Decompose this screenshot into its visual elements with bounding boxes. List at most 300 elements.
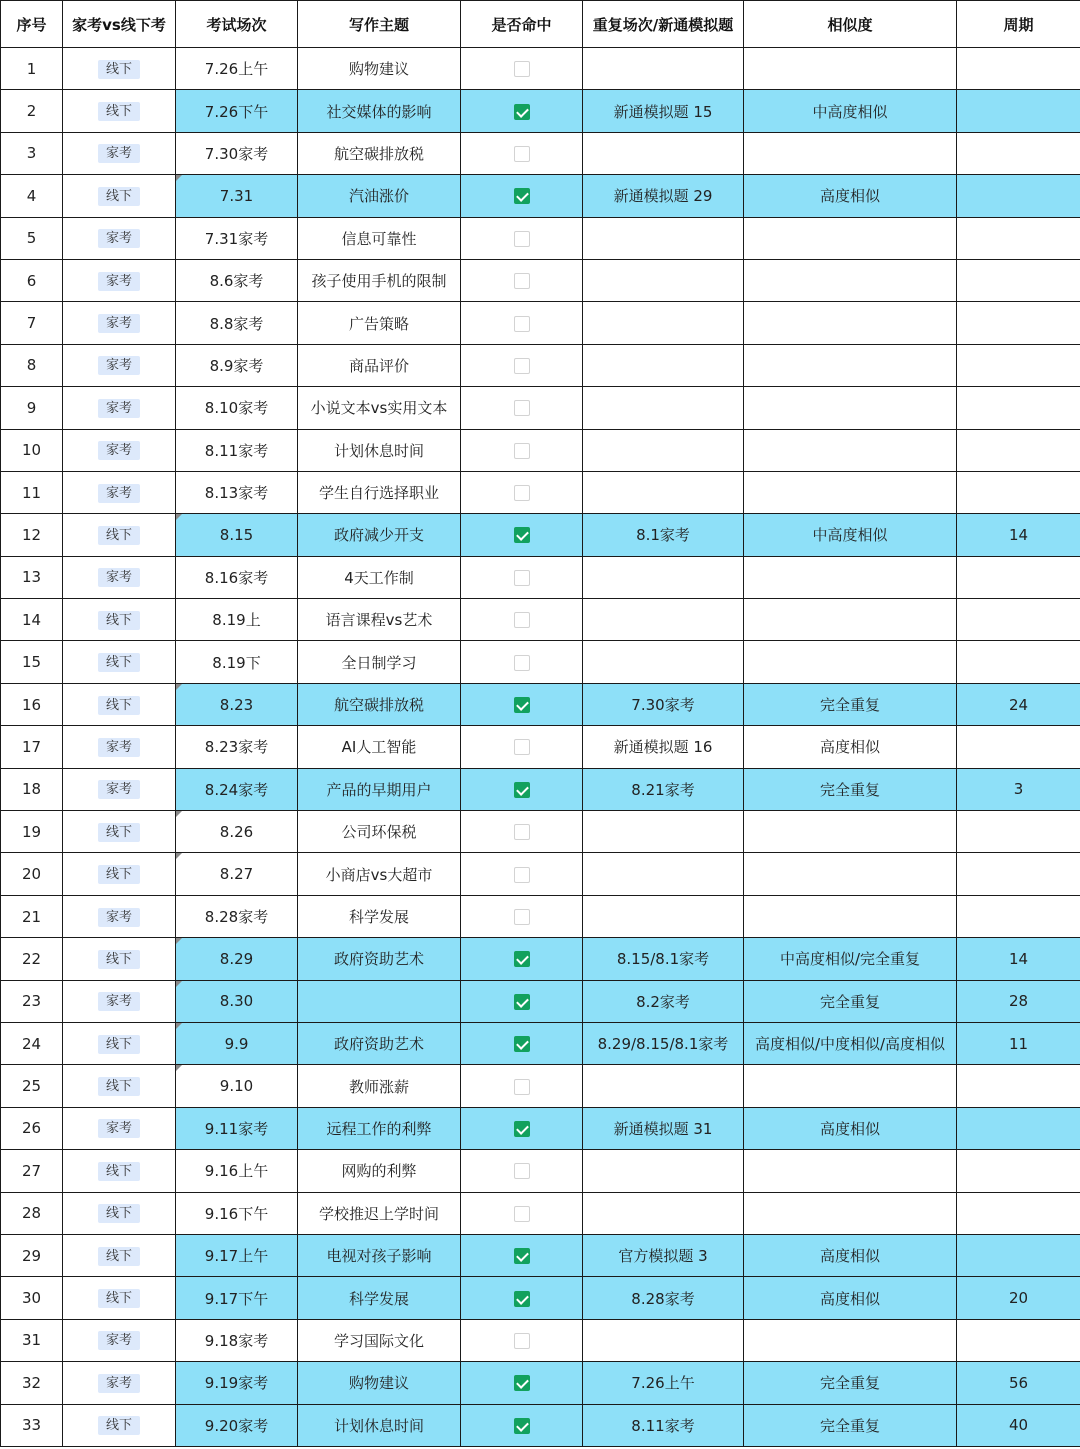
row-similarity-cell[interactable] xyxy=(744,429,957,471)
row-type-cell[interactable] xyxy=(63,1107,176,1149)
row-repeat-cell[interactable]: 7.30家考 xyxy=(583,683,744,725)
row-cycle-cell[interactable] xyxy=(957,811,1080,853)
row-session-cell[interactable]: 9.17下午 xyxy=(176,1277,298,1319)
row-hit-cell[interactable] xyxy=(461,48,583,90)
row-topic-cell[interactable]: 政府减少开支 xyxy=(298,514,461,556)
row-session-cell[interactable]: 8.23 xyxy=(176,683,298,725)
row-hit-cell[interactable] xyxy=(461,1404,583,1446)
checkbox-checked-icon[interactable] xyxy=(514,1291,530,1307)
row-num-cell[interactable]: 23 xyxy=(1,980,63,1022)
row-hit-cell[interactable] xyxy=(461,344,583,386)
row-num-cell[interactable]: 6 xyxy=(1,259,63,301)
checkbox-unchecked-icon[interactable] xyxy=(514,146,530,162)
row-topic-cell[interactable]: 电视对孩子影响 xyxy=(298,1234,461,1276)
row-repeat-cell[interactable] xyxy=(583,387,744,429)
row-session-cell[interactable]: 7.26下午 xyxy=(176,90,298,132)
row-hit-cell[interactable] xyxy=(461,387,583,429)
row-repeat-cell[interactable]: 官方模拟题 3 xyxy=(583,1234,744,1276)
row-num-cell[interactable]: 8 xyxy=(1,344,63,386)
row-type-cell[interactable] xyxy=(63,90,176,132)
checkbox-checked-icon[interactable] xyxy=(514,188,530,204)
row-num-cell[interactable]: 26 xyxy=(1,1107,63,1149)
row-num-cell[interactable]: 3 xyxy=(1,132,63,174)
row-session-cell[interactable]: 8.11家考 xyxy=(176,429,298,471)
checkbox-unchecked-icon[interactable] xyxy=(514,655,530,671)
row-type-cell[interactable] xyxy=(63,726,176,768)
row-topic-cell[interactable]: 政府资助艺术 xyxy=(298,1022,461,1064)
row-num-cell[interactable]: 9 xyxy=(1,387,63,429)
row-repeat-cell[interactable]: 8.28家考 xyxy=(583,1277,744,1319)
row-repeat-cell[interactable]: 7.26上午 xyxy=(583,1362,744,1404)
row-type-cell[interactable] xyxy=(63,302,176,344)
row-session-cell[interactable]: 9.18家考 xyxy=(176,1319,298,1361)
row-session-cell[interactable]: 8.27 xyxy=(176,853,298,895)
row-topic-cell[interactable]: AI人工智能 xyxy=(298,726,461,768)
row-repeat-cell[interactable]: 8.11家考 xyxy=(583,1404,744,1446)
row-similarity-cell[interactable]: 高度相似 xyxy=(744,1234,957,1276)
row-type-cell[interactable] xyxy=(63,1319,176,1361)
row-hit-cell[interactable] xyxy=(461,429,583,471)
row-similarity-cell[interactable]: 高度相似 xyxy=(744,726,957,768)
row-num-cell[interactable]: 12 xyxy=(1,514,63,556)
row-cycle-cell[interactable] xyxy=(957,1192,1080,1234)
row-num-cell[interactable]: 33 xyxy=(1,1404,63,1446)
row-num-cell[interactable]: 4 xyxy=(1,175,63,217)
checkbox-checked-icon[interactable] xyxy=(514,527,530,543)
row-hit-cell[interactable] xyxy=(461,556,583,598)
row-topic-cell[interactable] xyxy=(298,980,461,1022)
row-hit-cell[interactable] xyxy=(461,895,583,937)
row-repeat-cell[interactable]: 8.15/8.1家考 xyxy=(583,938,744,980)
row-num-cell[interactable]: 14 xyxy=(1,599,63,641)
row-hit-cell[interactable] xyxy=(461,980,583,1022)
row-repeat-cell[interactable] xyxy=(583,429,744,471)
row-hit-cell[interactable] xyxy=(461,938,583,980)
row-type-cell[interactable] xyxy=(63,1022,176,1064)
row-cycle-cell[interactable] xyxy=(957,217,1080,259)
row-num-cell[interactable]: 11 xyxy=(1,471,63,513)
row-session-cell[interactable]: 8.26 xyxy=(176,811,298,853)
row-repeat-cell[interactable]: 8.2家考 xyxy=(583,980,744,1022)
row-hit-cell[interactable] xyxy=(461,853,583,895)
row-cycle-cell[interactable]: 20 xyxy=(957,1277,1080,1319)
row-repeat-cell[interactable]: 8.21家考 xyxy=(583,768,744,810)
row-num-cell[interactable]: 32 xyxy=(1,1362,63,1404)
row-similarity-cell[interactable] xyxy=(744,387,957,429)
row-hit-cell[interactable] xyxy=(461,1277,583,1319)
row-cycle-cell[interactable] xyxy=(957,90,1080,132)
row-cycle-cell[interactable] xyxy=(957,895,1080,937)
row-hit-cell[interactable] xyxy=(461,1107,583,1149)
row-similarity-cell[interactable]: 完全重复 xyxy=(744,768,957,810)
row-hit-cell[interactable] xyxy=(461,132,583,174)
row-num-cell[interactable]: 15 xyxy=(1,641,63,683)
row-hit-cell[interactable] xyxy=(461,471,583,513)
row-type-cell[interactable] xyxy=(63,387,176,429)
row-hit-cell[interactable] xyxy=(461,302,583,344)
row-cycle-cell[interactable]: 24 xyxy=(957,683,1080,725)
exam-type-tag: 线下 xyxy=(98,1247,140,1266)
checkbox-unchecked-icon[interactable] xyxy=(514,1079,530,1095)
row-cycle-cell[interactable] xyxy=(957,175,1080,217)
row-topic-cell[interactable]: 公司环保税 xyxy=(298,811,461,853)
row-topic-cell[interactable]: 网购的利弊 xyxy=(298,1150,461,1192)
row-type-cell[interactable] xyxy=(63,429,176,471)
row-repeat-cell[interactable] xyxy=(583,599,744,641)
row-similarity-cell[interactable] xyxy=(744,895,957,937)
checkbox-unchecked-icon[interactable] xyxy=(514,1206,530,1222)
row-type-cell[interactable] xyxy=(63,175,176,217)
row-type-cell[interactable] xyxy=(63,1150,176,1192)
row-similarity-cell[interactable] xyxy=(744,471,957,513)
row-session-cell[interactable]: 8.6家考 xyxy=(176,259,298,301)
row-cycle-cell[interactable] xyxy=(957,471,1080,513)
row-num-cell[interactable]: 31 xyxy=(1,1319,63,1361)
row-topic-cell[interactable]: 社交媒体的影响 xyxy=(298,90,461,132)
row-similarity-cell[interactable]: 高度相似/中度相似/高度相似 xyxy=(744,1022,957,1064)
row-type-cell[interactable] xyxy=(63,641,176,683)
row-cycle-cell[interactable]: 14 xyxy=(957,938,1080,980)
row-num-cell[interactable]: 19 xyxy=(1,811,63,853)
checkbox-checked-icon[interactable] xyxy=(514,697,530,713)
row-hit-cell[interactable] xyxy=(461,1065,583,1107)
row-num-cell[interactable]: 18 xyxy=(1,768,63,810)
row-similarity-cell[interactable]: 高度相似 xyxy=(744,175,957,217)
row-similarity-cell[interactable] xyxy=(744,302,957,344)
row-num-cell[interactable]: 30 xyxy=(1,1277,63,1319)
row-repeat-cell[interactable] xyxy=(583,217,744,259)
row-hit-cell[interactable] xyxy=(461,259,583,301)
row-similarity-cell[interactable] xyxy=(744,853,957,895)
row-topic-cell[interactable]: 语言课程vs艺术 xyxy=(298,599,461,641)
row-similarity-cell[interactable] xyxy=(744,132,957,174)
row-hit-cell[interactable] xyxy=(461,1362,583,1404)
checkbox-checked-icon[interactable] xyxy=(514,1375,530,1391)
row-cycle-cell[interactable] xyxy=(957,259,1080,301)
row-hit-cell[interactable] xyxy=(461,175,583,217)
row-repeat-cell[interactable] xyxy=(583,302,744,344)
row-cycle-cell[interactable] xyxy=(957,48,1080,90)
row-cycle-cell[interactable]: 14 xyxy=(957,514,1080,556)
row-cycle-cell[interactable] xyxy=(957,1107,1080,1149)
row-session-cell[interactable]: 7.31 xyxy=(176,175,298,217)
row-type-cell[interactable] xyxy=(63,895,176,937)
row-type-cell[interactable] xyxy=(63,1192,176,1234)
checkbox-unchecked-icon[interactable] xyxy=(514,1333,530,1349)
row-repeat-cell[interactable] xyxy=(583,259,744,301)
row-topic-cell[interactable]: 广告策略 xyxy=(298,302,461,344)
row-type-cell[interactable] xyxy=(63,938,176,980)
row-session-cell[interactable]: 8.29 xyxy=(176,938,298,980)
row-repeat-cell[interactable]: 新通模拟题 31 xyxy=(583,1107,744,1149)
row-session-cell[interactable]: 9.16上午 xyxy=(176,1150,298,1192)
row-repeat-cell[interactable] xyxy=(583,895,744,937)
row-cycle-cell[interactable] xyxy=(957,132,1080,174)
row-type-cell[interactable] xyxy=(63,514,176,556)
checkbox-checked-icon[interactable] xyxy=(514,994,530,1010)
row-hit-cell[interactable] xyxy=(461,514,583,556)
row-topic-cell[interactable]: 全日制学习 xyxy=(298,641,461,683)
row-session-cell[interactable]: 9.20家考 xyxy=(176,1404,298,1446)
row-session-cell[interactable]: 8.23家考 xyxy=(176,726,298,768)
row-similarity-cell[interactable]: 高度相似 xyxy=(744,1277,957,1319)
row-cycle-cell[interactable] xyxy=(957,599,1080,641)
row-cycle-cell[interactable] xyxy=(957,1150,1080,1192)
row-cycle-cell[interactable]: 40 xyxy=(957,1404,1080,1446)
row-session-cell[interactable]: 9.9 xyxy=(176,1022,298,1064)
row-session-cell[interactable]: 8.28家考 xyxy=(176,895,298,937)
row-session-cell[interactable]: 7.26上午 xyxy=(176,48,298,90)
row-similarity-cell[interactable] xyxy=(744,1065,957,1107)
row-session-cell[interactable]: 8.9家考 xyxy=(176,344,298,386)
checkbox-checked-icon[interactable] xyxy=(514,1418,530,1434)
row-cycle-cell[interactable] xyxy=(957,302,1080,344)
row-num-cell[interactable]: 28 xyxy=(1,1192,63,1234)
row-similarity-cell[interactable]: 高度相似 xyxy=(744,1107,957,1149)
row-type-cell[interactable] xyxy=(63,811,176,853)
row-num-cell[interactable]: 1 xyxy=(1,48,63,90)
row-session-cell[interactable]: 9.16下午 xyxy=(176,1192,298,1234)
row-hit-cell[interactable] xyxy=(461,1234,583,1276)
checkbox-unchecked-icon[interactable] xyxy=(514,443,530,459)
row-session-cell[interactable]: 7.30家考 xyxy=(176,132,298,174)
checkbox-unchecked-icon[interactable] xyxy=(514,485,530,501)
row-type-cell[interactable] xyxy=(63,556,176,598)
row-session-cell[interactable]: 8.16家考 xyxy=(176,556,298,598)
row-num-cell[interactable]: 21 xyxy=(1,895,63,937)
checkbox-unchecked-icon[interactable] xyxy=(514,739,530,755)
row-num-cell[interactable]: 22 xyxy=(1,938,63,980)
row-hit-cell[interactable] xyxy=(461,641,583,683)
row-type-cell[interactable] xyxy=(63,853,176,895)
row-topic-cell[interactable]: 计划休息时间 xyxy=(298,1404,461,1446)
row-num-cell[interactable]: 2 xyxy=(1,90,63,132)
row-similarity-cell[interactable]: 完全重复 xyxy=(744,683,957,725)
row-cycle-cell[interactable]: 3 xyxy=(957,768,1080,810)
row-hit-cell[interactable] xyxy=(461,1192,583,1234)
row-hit-cell[interactable] xyxy=(461,217,583,259)
row-topic-cell[interactable]: 航空碳排放税 xyxy=(298,683,461,725)
row-type-cell[interactable] xyxy=(63,1065,176,1107)
checkbox-checked-icon[interactable] xyxy=(514,1248,530,1264)
row-repeat-cell[interactable] xyxy=(583,556,744,598)
row-session-cell[interactable]: 7.31家考 xyxy=(176,217,298,259)
row-session-cell[interactable]: 8.24家考 xyxy=(176,768,298,810)
row-topic-cell[interactable]: 汽油涨价 xyxy=(298,175,461,217)
row-num-cell[interactable]: 10 xyxy=(1,429,63,471)
row-cycle-cell[interactable]: 56 xyxy=(957,1362,1080,1404)
row-similarity-cell[interactable] xyxy=(744,259,957,301)
row-num-cell[interactable]: 5 xyxy=(1,217,63,259)
row-hit-cell[interactable] xyxy=(461,1150,583,1192)
row-topic-cell[interactable]: 远程工作的利弊 xyxy=(298,1107,461,1149)
row-topic-cell[interactable]: 教师涨薪 xyxy=(298,1065,461,1107)
row-cycle-cell[interactable]: 11 xyxy=(957,1022,1080,1064)
row-num-cell[interactable]: 16 xyxy=(1,683,63,725)
row-repeat-cell[interactable]: 新通模拟题 16 xyxy=(583,726,744,768)
row-similarity-cell[interactable] xyxy=(744,811,957,853)
checkbox-unchecked-icon[interactable] xyxy=(514,909,530,925)
row-session-cell[interactable]: 8.30 xyxy=(176,980,298,1022)
checkbox-unchecked-icon[interactable] xyxy=(514,358,530,374)
row-num-cell[interactable]: 7 xyxy=(1,302,63,344)
row-similarity-cell[interactable]: 中高度相似 xyxy=(744,90,957,132)
checkbox-unchecked-icon[interactable] xyxy=(514,824,530,840)
checkbox-unchecked-icon[interactable] xyxy=(514,316,530,332)
row-cycle-cell[interactable] xyxy=(957,387,1080,429)
row-type-cell[interactable] xyxy=(63,1234,176,1276)
row-cycle-cell[interactable] xyxy=(957,344,1080,386)
row-repeat-cell[interactable]: 新通模拟题 29 xyxy=(583,175,744,217)
row-repeat-cell[interactable] xyxy=(583,1192,744,1234)
row-cycle-cell[interactable] xyxy=(957,1319,1080,1361)
row-type-cell[interactable] xyxy=(63,132,176,174)
checkbox-unchecked-icon[interactable] xyxy=(514,570,530,586)
table-row xyxy=(1,429,1080,471)
row-session-cell[interactable]: 8.13家考 xyxy=(176,471,298,513)
row-session-cell[interactable]: 9.17上午 xyxy=(176,1234,298,1276)
row-cycle-cell[interactable] xyxy=(957,556,1080,598)
row-session-cell[interactable]: 8.15 xyxy=(176,514,298,556)
row-similarity-cell[interactable]: 中高度相似 xyxy=(744,514,957,556)
row-repeat-cell[interactable] xyxy=(583,471,744,513)
row-topic-cell[interactable]: 科学发展 xyxy=(298,895,461,937)
row-topic-cell[interactable]: 学习国际文化 xyxy=(298,1319,461,1361)
row-cycle-cell[interactable] xyxy=(957,726,1080,768)
row-repeat-cell[interactable] xyxy=(583,48,744,90)
row-cycle-cell[interactable] xyxy=(957,1234,1080,1276)
row-cycle-cell[interactable] xyxy=(957,853,1080,895)
row-session-cell[interactable]: 9.19家考 xyxy=(176,1362,298,1404)
row-topic-cell[interactable]: 小说文本vs实用文本 xyxy=(298,387,461,429)
row-hit-cell[interactable] xyxy=(461,1319,583,1361)
row-hit-cell[interactable] xyxy=(461,811,583,853)
row-num-cell[interactable]: 29 xyxy=(1,1234,63,1276)
row-similarity-cell[interactable]: 完全重复 xyxy=(744,980,957,1022)
checkbox-unchecked-icon[interactable] xyxy=(514,1163,530,1179)
row-type-cell[interactable] xyxy=(63,217,176,259)
row-type-cell[interactable] xyxy=(63,768,176,810)
row-similarity-cell[interactable] xyxy=(744,599,957,641)
row-repeat-cell[interactable] xyxy=(583,1150,744,1192)
checkbox-unchecked-icon[interactable] xyxy=(514,61,530,77)
row-num-cell[interactable]: 24 xyxy=(1,1022,63,1064)
row-cycle-cell[interactable] xyxy=(957,1065,1080,1107)
checkbox-checked-icon[interactable] xyxy=(514,782,530,798)
row-topic-cell[interactable]: 产品的早期用户 xyxy=(298,768,461,810)
row-similarity-cell[interactable] xyxy=(744,217,957,259)
row-session-cell[interactable]: 9.10 xyxy=(176,1065,298,1107)
checkbox-unchecked-icon[interactable] xyxy=(514,231,530,247)
row-cycle-cell[interactable] xyxy=(957,641,1080,683)
row-repeat-cell[interactable] xyxy=(583,344,744,386)
row-similarity-cell[interactable] xyxy=(744,556,957,598)
row-hit-cell[interactable] xyxy=(461,90,583,132)
checkbox-unchecked-icon[interactable] xyxy=(514,867,530,883)
row-similarity-cell[interactable]: 完全重复 xyxy=(744,1362,957,1404)
row-session-cell[interactable]: 8.19上 xyxy=(176,599,298,641)
row-topic-cell[interactable]: 孩子使用手机的限制 xyxy=(298,259,461,301)
row-repeat-cell[interactable]: 8.1家考 xyxy=(583,514,744,556)
row-topic-cell[interactable]: 政府资助艺术 xyxy=(298,938,461,980)
table-row xyxy=(1,1192,1080,1234)
row-hit-cell[interactable] xyxy=(461,599,583,641)
row-type-cell[interactable] xyxy=(63,471,176,513)
checkbox-checked-icon[interactable] xyxy=(514,1121,530,1137)
row-hit-cell[interactable] xyxy=(461,1022,583,1064)
row-hit-cell[interactable] xyxy=(461,768,583,810)
row-type-cell[interactable] xyxy=(63,48,176,90)
row-type-cell[interactable] xyxy=(63,980,176,1022)
row-similarity-cell[interactable] xyxy=(744,1319,957,1361)
row-num-cell[interactable]: 27 xyxy=(1,1150,63,1192)
row-hit-cell[interactable] xyxy=(461,683,583,725)
row-hit-cell[interactable] xyxy=(461,726,583,768)
row-repeat-cell[interactable] xyxy=(583,853,744,895)
row-session-cell[interactable]: 8.10家考 xyxy=(176,387,298,429)
row-topic-cell[interactable]: 科学发展 xyxy=(298,1277,461,1319)
row-topic-cell[interactable]: 航空碳排放税 xyxy=(298,132,461,174)
row-topic-cell[interactable]: 购物建议 xyxy=(298,48,461,90)
row-num-cell[interactable]: 20 xyxy=(1,853,63,895)
row-similarity-cell[interactable] xyxy=(744,641,957,683)
row-session-cell[interactable]: 9.11家考 xyxy=(176,1107,298,1149)
row-session-cell[interactable]: 8.19下 xyxy=(176,641,298,683)
row-type-cell[interactable] xyxy=(63,599,176,641)
row-repeat-cell[interactable]: 新通模拟题 15 xyxy=(583,90,744,132)
row-similarity-cell[interactable]: 中高度相似/完全重复 xyxy=(744,938,957,980)
row-similarity-cell[interactable] xyxy=(744,344,957,386)
checkbox-unchecked-icon[interactable] xyxy=(514,400,530,416)
checkbox-checked-icon[interactable] xyxy=(514,951,530,967)
row-type-cell[interactable] xyxy=(63,1362,176,1404)
row-cycle-cell[interactable] xyxy=(957,429,1080,471)
row-repeat-cell[interactable] xyxy=(583,641,744,683)
row-similarity-cell[interactable] xyxy=(744,1150,957,1192)
row-type-cell[interactable] xyxy=(63,259,176,301)
row-topic-cell[interactable]: 信息可靠性 xyxy=(298,217,461,259)
row-type-cell[interactable] xyxy=(63,344,176,386)
row-repeat-cell[interactable] xyxy=(583,1319,744,1361)
row-topic-cell[interactable]: 计划休息时间 xyxy=(298,429,461,471)
row-type-cell[interactable] xyxy=(63,1404,176,1446)
checkbox-unchecked-icon[interactable] xyxy=(514,612,530,628)
row-repeat-cell[interactable] xyxy=(583,1065,744,1107)
checkbox-checked-icon[interactable] xyxy=(514,104,530,120)
row-topic-cell[interactable]: 购物建议 xyxy=(298,1362,461,1404)
row-repeat-cell[interactable] xyxy=(583,811,744,853)
row-topic-cell[interactable]: 4天工作制 xyxy=(298,556,461,598)
row-similarity-cell[interactable] xyxy=(744,1192,957,1234)
row-type-cell[interactable] xyxy=(63,683,176,725)
row-cycle-cell[interactable]: 28 xyxy=(957,980,1080,1022)
row-repeat-cell[interactable] xyxy=(583,132,744,174)
row-topic-cell[interactable]: 学校推迟上学时间 xyxy=(298,1192,461,1234)
row-session-cell[interactable]: 8.8家考 xyxy=(176,302,298,344)
row-topic-cell[interactable]: 商品评价 xyxy=(298,344,461,386)
row-num-cell[interactable]: 17 xyxy=(1,726,63,768)
checkbox-checked-icon[interactable] xyxy=(514,1036,530,1052)
checkbox-unchecked-icon[interactable] xyxy=(514,273,530,289)
row-num-cell[interactable]: 25 xyxy=(1,1065,63,1107)
row-topic-cell[interactable]: 小商店vs大超市 xyxy=(298,853,461,895)
row-repeat-cell[interactable]: 8.29/8.15/8.1家考 xyxy=(583,1022,744,1064)
row-similarity-cell[interactable]: 完全重复 xyxy=(744,1404,957,1446)
row-topic-cell[interactable]: 学生自行选择职业 xyxy=(298,471,461,513)
row-type-cell[interactable] xyxy=(63,1277,176,1319)
row-similarity-cell[interactable] xyxy=(744,48,957,90)
row-num-cell[interactable]: 13 xyxy=(1,556,63,598)
